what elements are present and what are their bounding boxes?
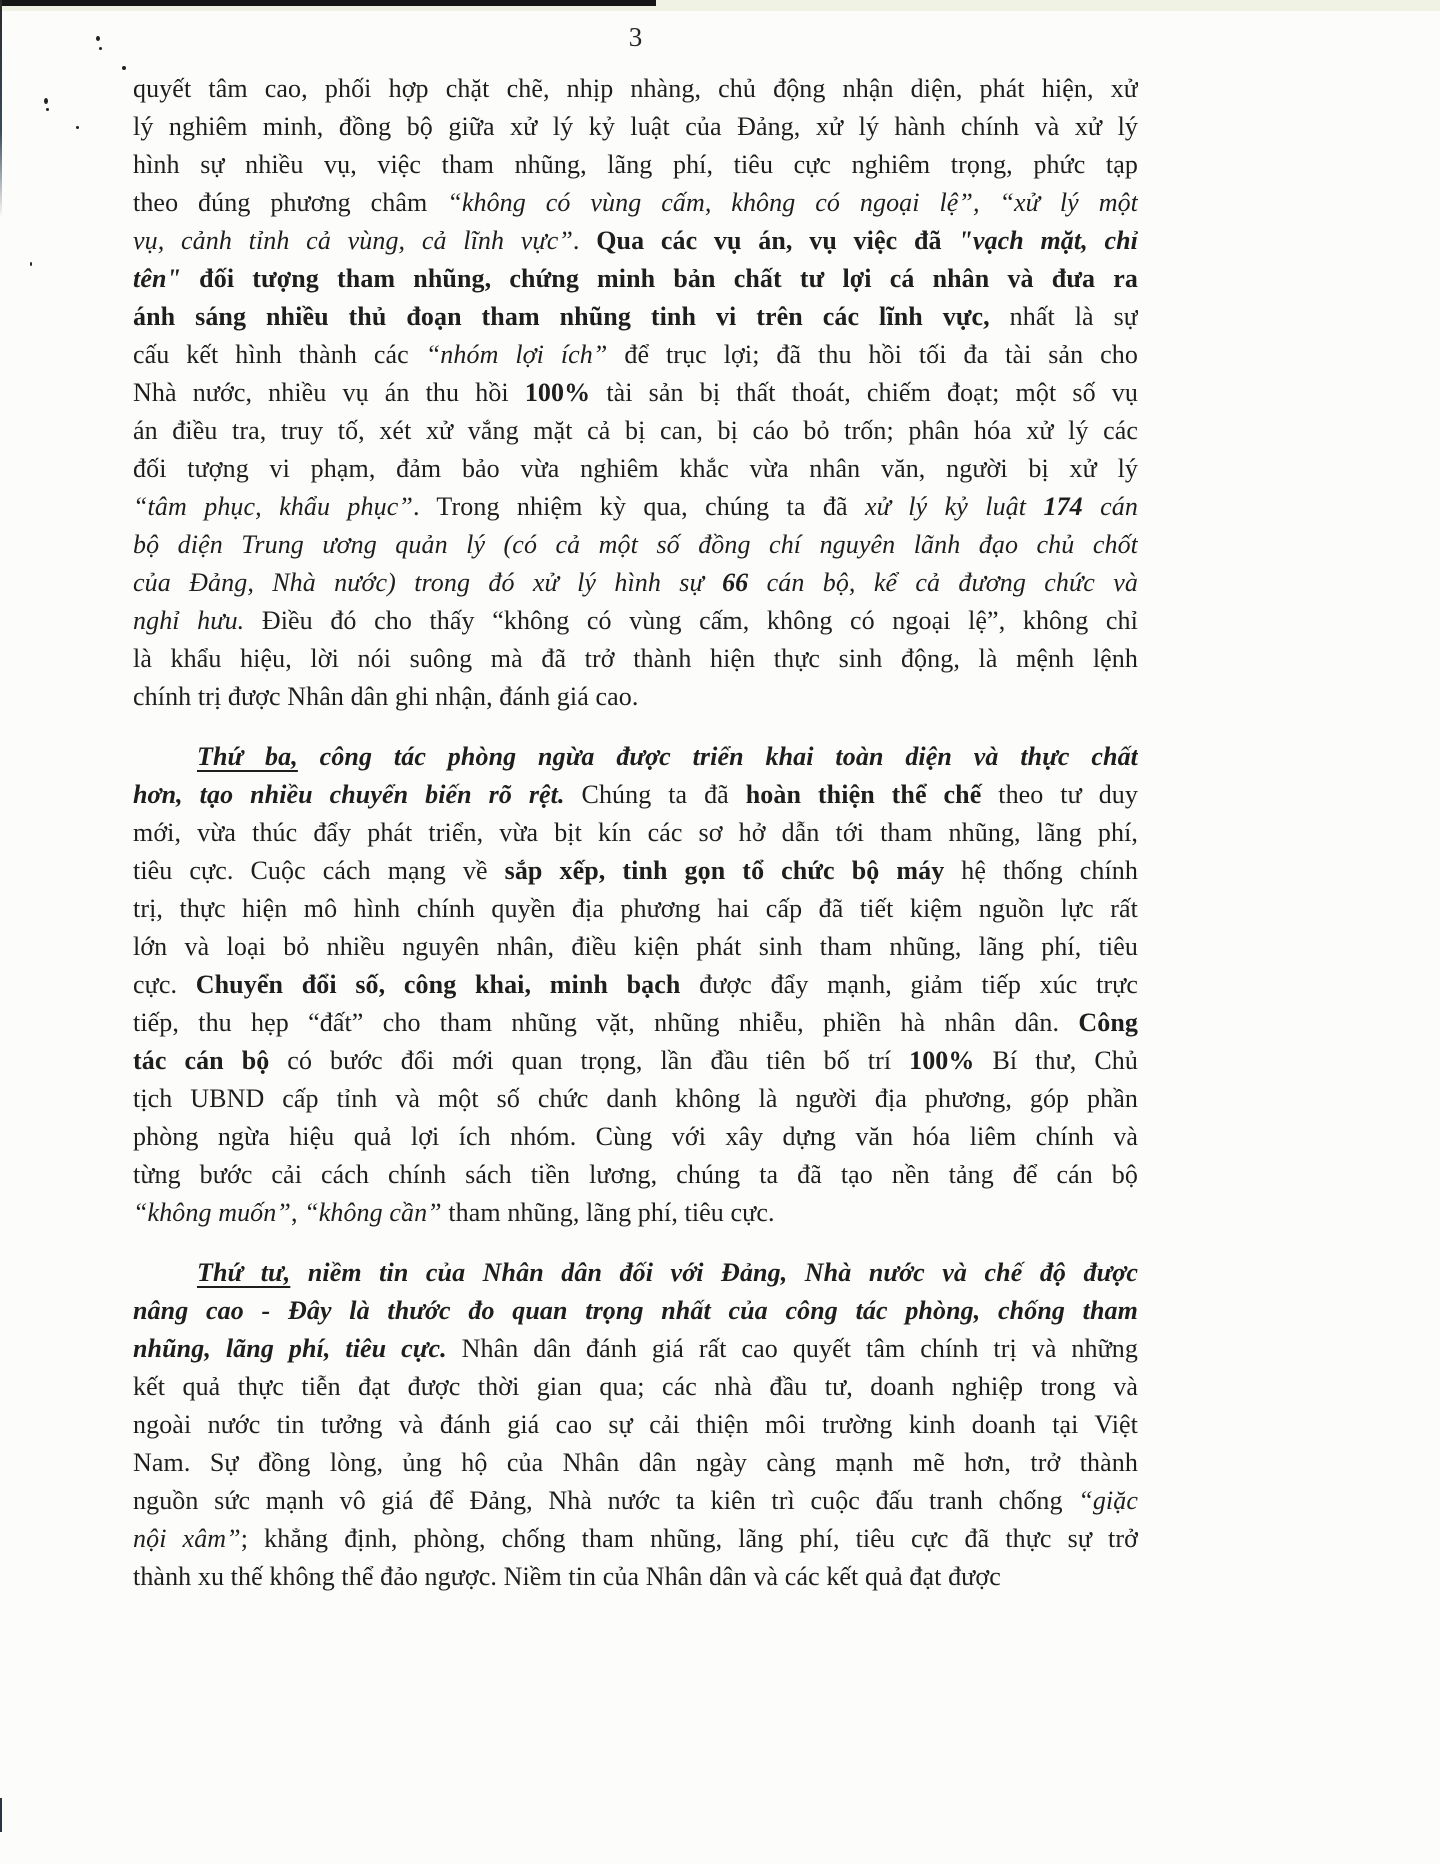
paragraph [133,1254,1138,1596]
text-segment: Chúng ta đã [564,780,746,809]
document-body [133,70,1138,1596]
text-line [133,1194,1138,1232]
text-segment: theo đúng phương châm [133,188,448,217]
text-segment: “không muốn” [133,1198,291,1227]
text-segment: Thứ tư, [197,1258,291,1287]
text-segment: để trục lợi; đã thu hồi tối đa tài sản cho [607,340,1138,369]
text-line [133,738,1138,776]
scan-speck [46,108,49,111]
text-line [133,488,1138,526]
text-segment: tịch UBND cấp tỉnh và một số chức danh không là người địa phương, góp phần [133,1084,1138,1113]
text-line [133,298,1138,336]
text-line [133,1558,1138,1596]
text-segment: nghỉ hưu. [133,606,245,635]
text-line [133,146,1138,184]
text-segment: Điều đó cho thấy “không có vùng cấm, không có ngoại lệ”, không chỉ [244,606,1138,635]
scan-speck [96,36,100,41]
text-line [133,1520,1138,1558]
text-line [133,928,1138,966]
text-line [133,966,1138,1004]
text-line [133,1406,1138,1444]
scan-edge-line [0,0,2,218]
text-segment: cực. [133,970,196,999]
text-line [133,640,1138,678]
text-segment: . Trong nhiệm kỳ qua, chúng ta đã [412,492,865,521]
text-segment: Chuyển đổi số, công khai, minh bạch [195,970,681,999]
text-segment: đối tượng tham nhũng, chứng minh bản chất tư lợi cá nhân và đưa ra [181,264,1138,293]
text-segment: trị, thực hiện mô hình chính quyền địa phương hai cấp đã tiết kiệm nguồn lực rất [133,894,1138,923]
text-line [133,412,1138,450]
text-segment: “giặc [1078,1486,1138,1515]
text-line [133,1368,1138,1406]
scan-speck [76,126,79,129]
text-segment: đối tượng vi phạm, đảm bảo vừa nghiêm khắc vừa nhân văn, người bị xử lý [133,454,1138,483]
text-line [133,890,1138,928]
scan-speck [122,66,126,70]
page-number: 3 [628,22,643,52]
text-line [133,1482,1138,1520]
text-segment: Nhà nước, nhiều vụ án thu hồi [133,378,525,407]
text-segment: xử lý kỷ luật [864,492,1044,521]
text-segment: “tâm phục, khẩu phục” [133,492,413,521]
text-segment: chính trị được Nhân dân ghi nhận, đánh giá cao. [133,682,639,711]
text-line [133,1004,1138,1042]
text-segment: từng bước cải cách chính sách tiền lương, chúng ta đã tạo nền tảng để cán bộ [133,1160,1138,1189]
text-line [133,108,1138,146]
text-segment: tham nhũng, lãng phí, tiêu cực. [441,1198,775,1227]
text-line [133,526,1138,564]
text-line [133,1042,1138,1080]
text-segment: nhất là sự [989,302,1138,331]
text-segment: mới, vừa thúc đẩy phát triển, vừa bịt kín các sơ hở dẫn tới tham nhũng, lãng phí, [133,818,1138,847]
text-segment: phòng ngừa hiệu quả lợi ích nhóm. Cùng với xây dựng văn hóa liêm chính và [133,1122,1138,1151]
text-segment: hơn, tạo nhiều chuyển biến rõ rệt. [133,780,565,809]
scan-edge-bar [0,0,656,6]
text-segment: công tác phòng ngừa được triển khai toàn diện và thực chất [297,742,1138,771]
text-segment: lý nghiêm minh, đồng bộ giữa xử lý kỷ luật của Đảng, xử lý hành chính và xử lý [133,112,1138,141]
text-segment: nâng cao - Đây là thước đo quan trọng nhất của công tác phòng, chống tham [133,1296,1138,1325]
text-segment: hoàn thiện thể chế [745,780,982,809]
text-segment: 66 [722,568,749,597]
text-segment: “không có vùng cấm, không có ngoại lệ”, “xử lý một [447,188,1138,217]
scan-edge-line-bottom [0,1798,2,1832]
text-segment: "vạch mặt, chỉ [958,226,1138,255]
text-segment: “nhóm lợi ích” [425,340,608,369]
text-segment: cán bộ, kể cả đương chức và [748,568,1138,597]
text-line [133,222,1138,260]
text-segment: 100% [524,378,591,407]
text-line [133,260,1138,298]
text-line [133,564,1138,602]
text-segment: vụ, cảnh tỉnh cả vùng, cả lĩnh vực” [133,226,573,255]
text-line [133,1292,1138,1330]
text-segment: được đẩy mạnh, giảm tiếp xúc trực [680,970,1138,999]
text-line [133,374,1138,412]
paragraph [133,70,1138,716]
text-segment: ngoài nước tin tưởng và đánh giá cao sự cải thiện môi trường kinh doanh tại Việt [133,1410,1138,1439]
text-line [133,1118,1138,1156]
text-line [133,184,1138,222]
text-segment: án điều tra, truy tố, xét xử vắng mặt cả bị can, bị cáo bỏ trốn; phân hóa xử lý các [133,416,1138,445]
text-segment: kết quả thực tiễn đạt được thời gian qua; các nhà đầu tư, doanh nghiệp trong và [133,1372,1138,1401]
text-segment: 174 [1043,492,1083,521]
paragraph [133,738,1138,1232]
text-segment: Nhân dân đánh giá rất cao quyết tâm chính trị và những [446,1334,1138,1363]
text-segment: hệ thống chính [944,856,1138,885]
text-segment: Nam. Sự đồng lòng, ủng hộ của Nhân dân ngày càng mạnh mẽ hơn, trở thành [133,1448,1138,1477]
text-line [133,1254,1138,1292]
text-segment: Bí thư, Chủ [974,1046,1138,1075]
text-segment: cán [1082,492,1138,521]
text-line [133,336,1138,374]
text-line [133,450,1138,488]
text-line [133,776,1138,814]
text-segment: tiếp, thu hẹp “đất” cho tham nhũng vặt, nhũng nhiễu, phiền hà nhân dân. [133,1008,1079,1037]
text-segment: ; khẳng định, phòng, chống tham nhũng, lãng phí, tiêu cực đã thực sự trở [240,1524,1138,1553]
text-line [133,1080,1138,1118]
text-segment: nguồn sức mạnh vô giá để Đảng, Nhà nước ta kiên trì cuộc đấu tranh chống [133,1486,1079,1515]
text-segment: quyết tâm cao, phối hợp chặt chẽ, nhịp nhàng, chủ động nhận diện, phát hiện, xử [133,74,1138,103]
text-line [133,70,1138,108]
text-segment: thành xu thế không thể đảo ngược. Niềm tin của Nhân dân và các kết quả đạt được [133,1562,1001,1591]
text-segment: Thứ ba, [197,742,298,771]
text-segment: hình sự nhiều vụ, việc tham nhũng, lãng phí, tiêu cực nghiêm trọng, phức tạp [133,150,1138,179]
text-segment: tài sản bị thất thoát, chiếm đoạt; một số vụ [590,378,1138,407]
text-segment: theo tư duy [981,780,1138,809]
text-segment: sắp xếp, tinh gọn tổ chức bộ máy [504,856,945,885]
scan-speck [99,47,102,50]
text-segment: Công [1078,1008,1138,1037]
text-segment: Qua các vụ án, vụ việc đã [596,226,959,255]
text-line [133,602,1138,640]
scan-speck [44,98,48,104]
text-segment: ánh sáng nhiều thủ đoạn tham nhũng tinh vi trên các lĩnh vực, [133,302,990,331]
text-line [133,1156,1138,1194]
text-segment: có bước đổi mới quan trọng, lần đầu tiên bố trí [269,1046,910,1075]
text-line [133,814,1138,852]
text-line [133,1330,1138,1368]
text-segment: tác cán bộ [133,1046,270,1075]
text-segment: bộ diện Trung ương quản lý (có cả một số đồng chí nguyên lãnh đạo chủ chốt [133,530,1138,559]
text-segment: tiêu cực. Cuộc cách mạng về [133,856,505,885]
text-line [133,1444,1138,1482]
text-segment: “không cần” [304,1198,442,1227]
text-segment: . [572,226,597,255]
text-line [133,678,1138,716]
text-segment: , [290,1198,305,1227]
text-segment: niềm tin của Nhân dân đối với Đảng, Nhà nước và chế độ được [290,1258,1138,1287]
text-segment: 100% [909,1046,975,1075]
text-segment: nhũng, lãng phí, tiêu cực. [133,1334,447,1363]
text-segment: nội xâm” [133,1524,241,1553]
scan-speck [30,262,32,266]
text-segment: cấu kết hình thành các [133,340,426,369]
text-segment: lớn và loại bỏ nhiều nguyên nhân, điều kiện phát sinh tham nhũng, lãng phí, tiêu [133,932,1138,961]
text-line [133,852,1138,890]
text-segment: của Đảng, Nhà nước) trong đó xử lý hình sự [133,568,723,597]
text-segment: tên" [133,264,182,293]
text-segment: là khẩu hiệu, lời nói suông mà đã trở thành hiện thực sinh động, là mệnh lệnh [133,644,1138,673]
